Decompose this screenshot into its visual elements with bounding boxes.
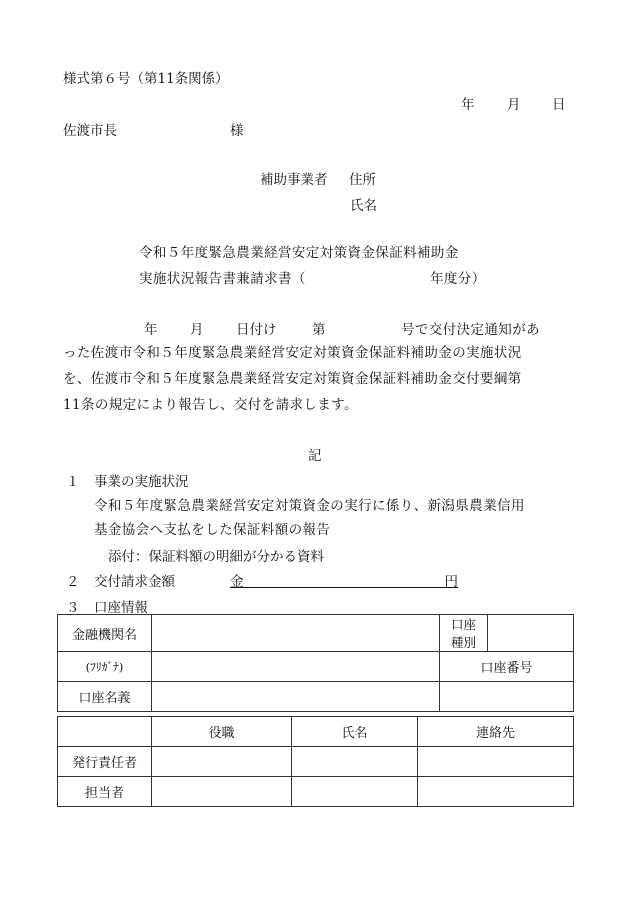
body-line1-text: 号で交付決定通知があ (401, 322, 540, 338)
staff-name-input[interactable] (292, 777, 418, 807)
item1-title: 事業の実施状況 (94, 474, 189, 490)
item2-number: ２ (66, 574, 80, 590)
item2-title: 交付請求金額 (94, 574, 175, 590)
addressee-honorific: 様 (230, 123, 244, 139)
account-type-label: 口座種別 (440, 615, 488, 652)
issuer-name-input[interactable] (292, 747, 418, 777)
staff-position-input[interactable] (152, 777, 292, 807)
date-year-label: 年 (461, 97, 475, 113)
addressee: 佐渡市長 (63, 123, 117, 139)
contact-row-issuer (58, 747, 574, 777)
item1-desc-line1: 令和５年度緊急農業経営安定対策資金の実行に係り、新潟県農業信用 (94, 498, 525, 514)
issuer-contact-input[interactable] (418, 747, 574, 777)
title-line1: 令和５年度緊急農業経営安定対策資金保証料補助金 (139, 245, 459, 261)
date-month-label: 月 (507, 97, 521, 113)
item3-number: ３ (66, 600, 80, 616)
item1-number: １ (66, 474, 80, 490)
item3-title: 口座情報 (94, 600, 148, 616)
account-number-input[interactable] (440, 682, 574, 712)
issuer-label: 発行責任者 (58, 747, 152, 777)
contact-header-position: 役職 (152, 717, 292, 747)
account-row-holder (58, 682, 574, 712)
bank-name-label: 金融機関名 (58, 615, 152, 652)
body-number-prefix: 第 (312, 322, 326, 338)
account-type-input[interactable] (488, 615, 574, 652)
contact-row-staff (58, 777, 574, 807)
account-row-furigana (58, 652, 574, 682)
account-holder-input[interactable] (152, 682, 440, 712)
ki-heading: 記 (308, 448, 322, 464)
account-table (57, 614, 574, 712)
body-month: 月 (190, 322, 204, 338)
account-number-label: 口座番号 (440, 652, 574, 682)
contact-table (57, 716, 574, 807)
contact-header-name: 氏名 (292, 717, 418, 747)
contact-header-row (58, 717, 574, 747)
contact-header-contact: 連絡先 (418, 717, 574, 747)
account-row-bank (58, 615, 574, 652)
body-line3: を、佐渡市令和５年度緊急農業経営安定対策資金保証料補助金交付要綱第 (63, 371, 522, 387)
account-holder-label: 口座名義 (58, 682, 152, 712)
applicant-role: 補助事業者 (260, 172, 328, 188)
title-line2-prefix: 実施状況報告書兼請求書（ (139, 271, 306, 287)
body-line4: 11条の規定により報告し、交付を請求します。 (63, 397, 358, 413)
amount-yen-label: 円 (444, 574, 458, 590)
date-day-label: 日 (552, 97, 566, 113)
title-line2-suffix: 年度分） (430, 271, 486, 287)
bank-name-input[interactable] (152, 615, 440, 652)
name-label: 氏名 (350, 198, 377, 214)
staff-label: 担当者 (58, 777, 152, 807)
address-label: 住所 (349, 172, 376, 188)
staff-contact-input[interactable] (418, 777, 574, 807)
furigana-label: (ﾌﾘｶﾞﾅ) (58, 652, 152, 682)
form-number: 様式第６号（第11条関係） (63, 71, 229, 87)
furigana-input[interactable] (152, 652, 440, 682)
amount-kin-label: 金 (230, 574, 244, 590)
body-year: 年 (144, 322, 158, 338)
amount-field[interactable] (230, 570, 458, 588)
item1-desc-line2: 基金協会へ支払をした保証料額の報告 (94, 522, 331, 538)
contact-header-blank (58, 717, 152, 747)
item1-attachment: 添付：保証料額の明細が分かる資料 (108, 549, 324, 565)
body-line2: った佐渡市令和５年度緊急農業経営安定対策資金保証料補助金の実施状況 (63, 345, 522, 361)
issuer-position-input[interactable] (152, 747, 292, 777)
body-day: 日付け (236, 322, 277, 338)
